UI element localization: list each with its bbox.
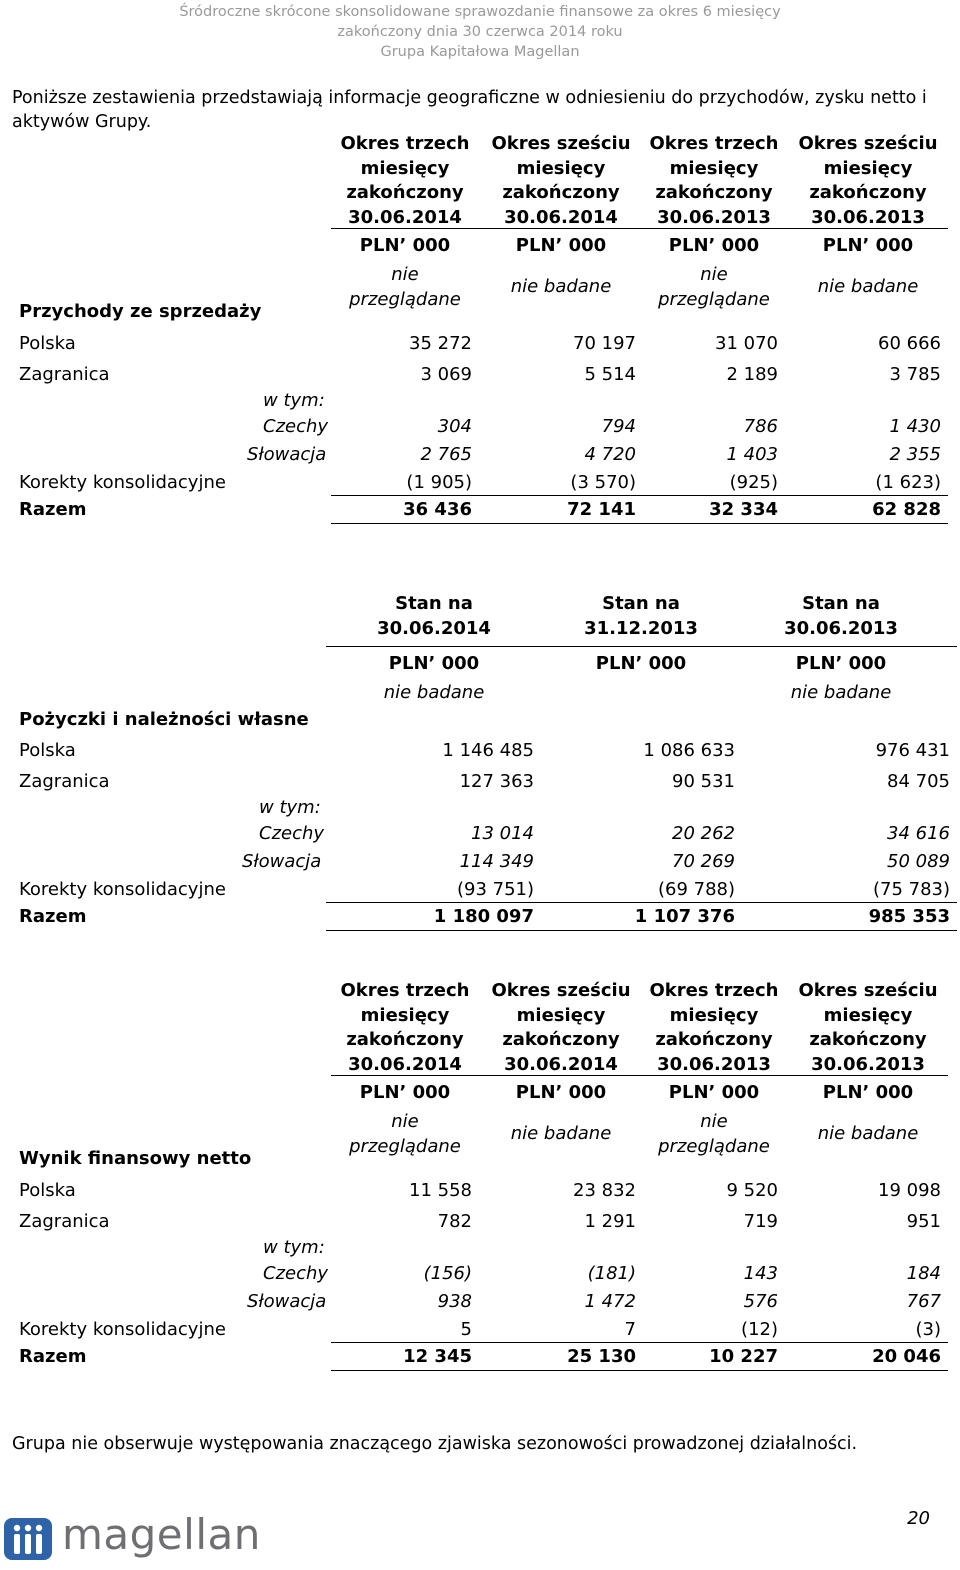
column-header: Stan na xyxy=(802,593,880,614)
table-cell: (69 788) xyxy=(657,879,735,900)
table-cell: (1 623) xyxy=(875,472,941,493)
column-header: miesięcy xyxy=(823,1004,913,1026)
column-header: zakończony xyxy=(502,182,620,203)
page-number: 20 xyxy=(907,1508,930,1529)
audit-status: przeglądane xyxy=(349,1136,461,1157)
table-cell: (181) xyxy=(587,1263,636,1284)
currency-label: PLN’ 000 xyxy=(595,653,687,674)
table-cell: (93 751) xyxy=(456,879,534,900)
table-cell: 794 xyxy=(601,416,636,437)
table-cell: 60 666 xyxy=(878,333,941,354)
table-cell: 50 089 xyxy=(887,851,950,872)
table-cell: 36 436 xyxy=(403,499,472,520)
column-header: 30.06.2014 xyxy=(504,206,618,228)
total-rule-top xyxy=(331,495,948,496)
table-cell: 304 xyxy=(437,416,472,437)
section-title: Pożyczki i należności własne xyxy=(19,709,309,730)
column-header: 30.06.2013 xyxy=(657,1053,771,1075)
currency-label: PLN’ 000 xyxy=(359,1082,451,1103)
table-cell: 32 334 xyxy=(709,499,778,520)
header-rule xyxy=(326,646,957,647)
table-cell: (3) xyxy=(915,1319,941,1340)
row-label: Razem xyxy=(19,906,87,927)
table-cell: 3 785 xyxy=(889,364,941,385)
currency-label: PLN’ 000 xyxy=(515,235,607,256)
total-rule-bottom xyxy=(331,1370,948,1371)
total-rule-bottom xyxy=(326,930,957,931)
table-cell: (3 570) xyxy=(570,472,636,493)
column-header: 30.06.2013 xyxy=(811,206,925,228)
table-cell: 576 xyxy=(743,1291,778,1312)
column-header: Okres trzech xyxy=(340,980,470,1001)
column-header: zakończony xyxy=(346,182,464,203)
table-cell: 143 xyxy=(743,1263,778,1284)
row-label: Korekty konsolidacyjne xyxy=(19,472,226,493)
column-header: Okres trzech xyxy=(649,980,779,1001)
table-cell: 31 070 xyxy=(715,333,778,354)
table-cell: 782 xyxy=(437,1211,472,1232)
column-header: Okres sześciu xyxy=(798,980,938,1001)
table-cell: 72 141 xyxy=(567,499,636,520)
table-cell: (156) xyxy=(423,1263,472,1284)
table-cell: 719 xyxy=(743,1211,778,1232)
row-label: Słowacja xyxy=(242,851,322,872)
table-cell: 1 472 xyxy=(584,1291,636,1312)
running-header-line2: zakończony dnia 30 czerwca 2014 roku xyxy=(337,24,623,40)
seasonality-note: Grupa nie obserwuje występowania znaczącego zjawiska sezonowości prowadzonej działalności. xyxy=(12,1434,858,1454)
column-header: miesięcy xyxy=(360,1004,450,1026)
table-cell: 1 291 xyxy=(584,1211,636,1232)
column-header: 30.06.2013 xyxy=(811,1053,925,1075)
table-cell: 20 262 xyxy=(672,823,735,844)
table-cell: 23 832 xyxy=(573,1180,636,1201)
column-header: 31.12.2013 xyxy=(584,617,698,639)
table-cell: (1 905) xyxy=(406,472,472,493)
section-title: Wynik finansowy netto xyxy=(19,1148,252,1169)
table-cell: 1 107 376 xyxy=(634,906,735,927)
column-header: zakończony xyxy=(809,1029,927,1050)
table-cell: 184 xyxy=(906,1263,941,1284)
total-rule-top xyxy=(326,902,957,903)
column-header: 30.06.2013 xyxy=(657,206,771,228)
audit-status: nie xyxy=(391,264,419,285)
column-header: zakończony xyxy=(346,1029,464,1050)
row-label: w tym: xyxy=(263,1237,325,1258)
table-cell: (75 783) xyxy=(872,879,950,900)
table-cell: 20 046 xyxy=(872,1346,941,1367)
column-header: Okres trzech xyxy=(649,133,779,154)
table-cell: 7 xyxy=(624,1319,636,1340)
section-title: Przychody ze sprzedaży xyxy=(19,301,262,322)
table-cell: 1 146 485 xyxy=(442,740,534,761)
column-header: zakończony xyxy=(655,1029,773,1050)
currency-label: PLN’ 000 xyxy=(822,1082,914,1103)
audit-status: przeglądane xyxy=(349,289,461,310)
row-label: w tym: xyxy=(259,797,321,818)
magellan-logo xyxy=(4,1510,261,1562)
running-header-line1: Śródroczne skrócone skonsolidowane sprawozdanie finansowe za okres 6 miesięcy xyxy=(179,4,781,20)
table-cell: 1 403 xyxy=(726,444,778,465)
row-label: Słowacja xyxy=(247,444,327,465)
column-header: miesięcy xyxy=(823,157,913,179)
column-header: Okres sześciu xyxy=(491,133,631,154)
table-cell: 2 765 xyxy=(420,444,472,465)
table-cell: 11 558 xyxy=(409,1180,472,1201)
audit-status: nie badane xyxy=(510,1123,612,1144)
currency-label: PLN’ 000 xyxy=(668,235,760,256)
row-label: Razem xyxy=(19,499,87,520)
audit-status: nie badane xyxy=(817,1123,919,1144)
header-rule xyxy=(331,1075,948,1076)
currency-label: PLN’ 000 xyxy=(388,653,480,674)
column-header: miesięcy xyxy=(516,1004,606,1026)
column-header: 30.06.2014 xyxy=(504,1053,618,1075)
table-cell: 767 xyxy=(906,1291,941,1312)
table-cell: 114 349 xyxy=(459,851,534,872)
table-cell: 938 xyxy=(437,1291,472,1312)
currency-label: PLN’ 000 xyxy=(668,1082,760,1103)
column-header: Stan na xyxy=(602,593,680,614)
row-label: Czechy xyxy=(259,823,325,844)
table-cell: 19 098 xyxy=(878,1180,941,1201)
column-header: Okres sześciu xyxy=(798,133,938,154)
table-cell: 5 514 xyxy=(584,364,636,385)
table-cell: 13 014 xyxy=(471,823,534,844)
row-label: Razem xyxy=(19,1346,87,1367)
table-cell: 34 616 xyxy=(887,823,950,844)
currency-label: PLN’ 000 xyxy=(795,653,887,674)
table-cell: 976 431 xyxy=(875,740,950,761)
total-rule-top xyxy=(331,1342,948,1343)
row-label: Korekty konsolidacyjne xyxy=(19,879,226,900)
table-cell: 2 355 xyxy=(889,444,941,465)
currency-label: PLN’ 000 xyxy=(515,1082,607,1103)
row-label: Słowacja xyxy=(247,1291,327,1312)
column-header: miesięcy xyxy=(669,157,759,179)
table-cell: 786 xyxy=(743,416,778,437)
audit-status: nie badane xyxy=(510,276,612,297)
row-label: Czechy xyxy=(263,1263,329,1284)
row-label: Korekty konsolidacyjne xyxy=(19,1319,226,1340)
audit-status: nie badane xyxy=(790,682,892,703)
row-label: Zagranica xyxy=(19,771,110,792)
table-cell: 1 086 633 xyxy=(643,740,735,761)
table-cell: 1 430 xyxy=(889,416,941,437)
table-cell: 62 828 xyxy=(872,499,941,520)
column-header: zakończony xyxy=(502,1029,620,1050)
table-cell: 25 130 xyxy=(567,1346,636,1367)
table-cell: 12 345 xyxy=(403,1346,472,1367)
table-cell: 3 069 xyxy=(420,364,472,385)
currency-label: PLN’ 000 xyxy=(359,235,451,256)
row-label: Zagranica xyxy=(19,1211,110,1232)
table-cell: 70 197 xyxy=(573,333,636,354)
row-label: Zagranica xyxy=(19,364,110,385)
table-cell: 2 189 xyxy=(726,364,778,385)
row-label: Polska xyxy=(19,333,76,354)
table-cell: (12) xyxy=(741,1319,778,1340)
audit-status: nie badane xyxy=(817,276,919,297)
intro-paragraph: Poniższe zestawienia przedstawiają informacje geograficzne w odniesieniu do przychodów, zysku netto i aktywów Grupy. xyxy=(12,88,927,132)
row-label: Czechy xyxy=(263,416,329,437)
table-cell: 70 269 xyxy=(672,851,735,872)
table-cell: 985 353 xyxy=(868,906,950,927)
column-header: zakończony xyxy=(809,182,927,203)
audit-status: przeglądane xyxy=(658,1136,770,1157)
table-cell: 10 227 xyxy=(709,1346,778,1367)
column-header: 30.06.2013 xyxy=(784,617,898,639)
table-cell: 90 531 xyxy=(672,771,735,792)
column-header: miesięcy xyxy=(360,157,450,179)
column-header: zakończony xyxy=(655,182,773,203)
column-header: 30.06.2014 xyxy=(348,206,462,228)
table-cell: 127 363 xyxy=(459,771,534,792)
column-header: 30.06.2014 xyxy=(348,1053,462,1075)
column-header: Okres trzech xyxy=(340,133,470,154)
audit-status: nie badane xyxy=(383,682,485,703)
row-label: Polska xyxy=(19,1180,76,1201)
row-label: Polska xyxy=(19,740,76,761)
table-cell: 1 180 097 xyxy=(433,906,534,927)
column-header: miesięcy xyxy=(516,157,606,179)
currency-label: PLN’ 000 xyxy=(822,235,914,256)
header-rule xyxy=(331,228,948,229)
audit-status: nie xyxy=(700,264,728,285)
column-header: Okres sześciu xyxy=(491,980,631,1001)
audit-status: nie xyxy=(700,1111,728,1132)
table-cell: 5 xyxy=(460,1319,472,1340)
column-header: 30.06.2014 xyxy=(377,617,491,639)
total-rule-bottom xyxy=(331,523,948,524)
table-cell: 9 520 xyxy=(726,1180,778,1201)
row-label: w tym: xyxy=(263,390,325,411)
logo-wordmark: magellan xyxy=(62,1510,261,1559)
audit-status: nie xyxy=(391,1111,419,1132)
table-cell: 84 705 xyxy=(887,771,950,792)
column-header: Stan na xyxy=(395,593,473,614)
audit-status: przeglądane xyxy=(658,289,770,310)
table-cell: 951 xyxy=(906,1211,941,1232)
table-cell: (925) xyxy=(729,472,778,493)
running-header-line3: Grupa Kapitałowa Magellan xyxy=(380,44,580,60)
column-header: miesięcy xyxy=(669,1004,759,1026)
table-cell: 35 272 xyxy=(409,333,472,354)
table-cell: 4 720 xyxy=(584,444,636,465)
